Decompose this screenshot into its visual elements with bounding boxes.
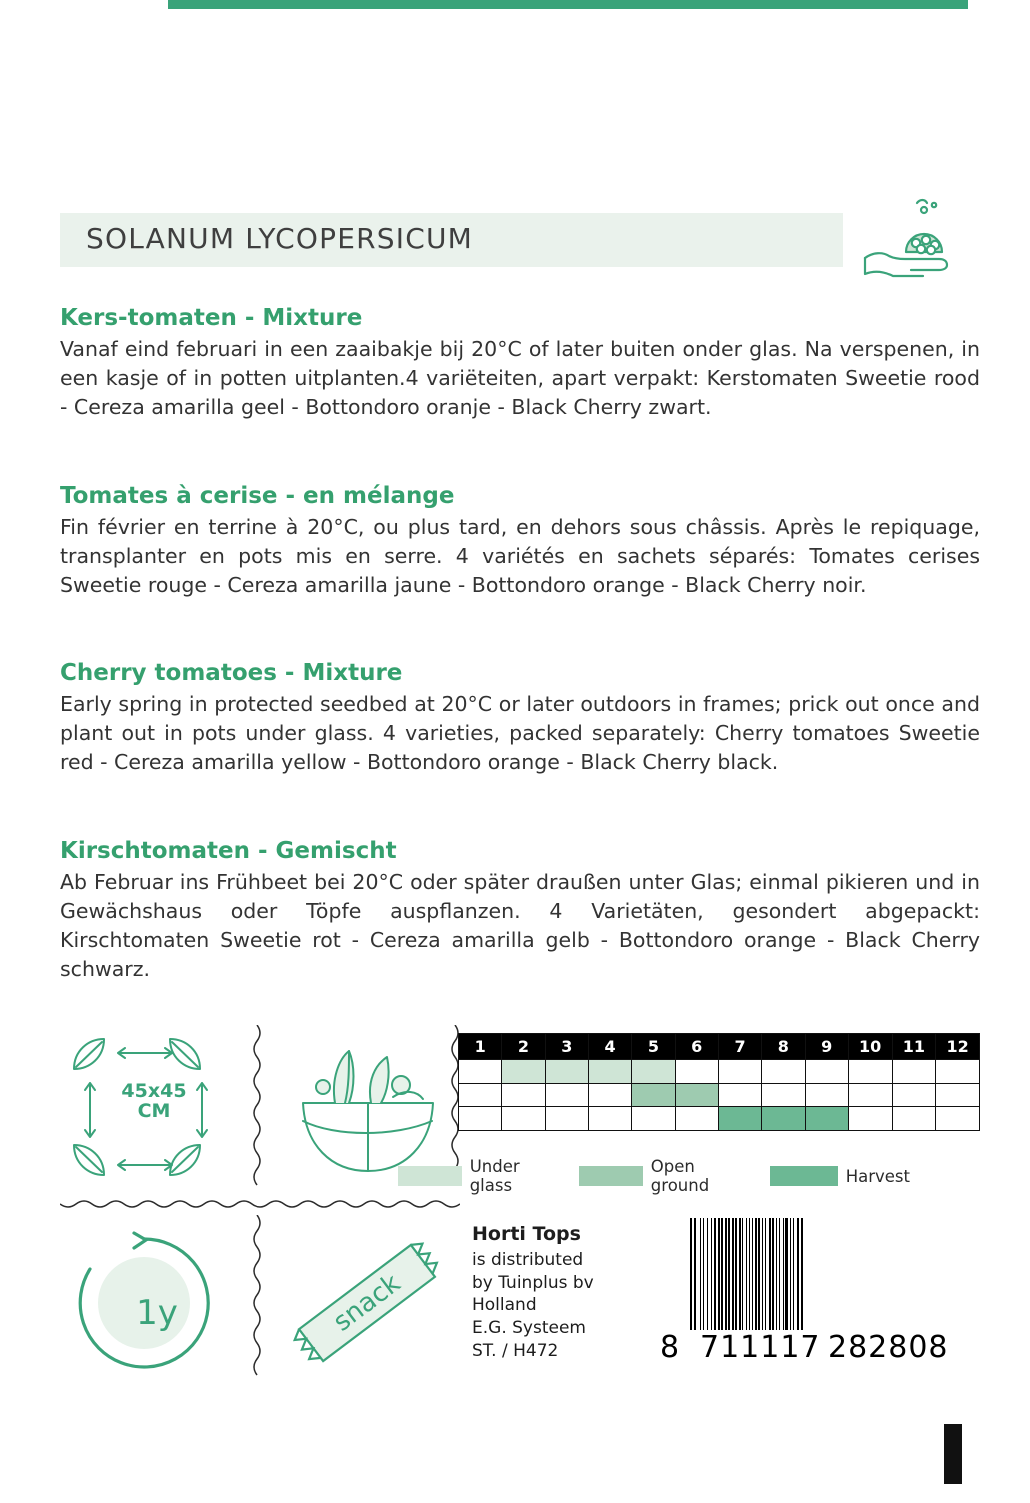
species-title-band bbox=[60, 213, 843, 267]
lang-body-en: Early spring in protected seedbed at 20°C or later outdoors in frames; prick out once and plant out in pots under glass. 4 varieties, packed separately: Cherry tomatoes Sweetie red - Cereza amarilla yellow - Bottondoro orange - Black Cherry black. bbox=[60, 692, 980, 775]
calendar-cell bbox=[762, 1060, 805, 1084]
legend-chip-glass bbox=[398, 1166, 462, 1186]
snack-text: snack bbox=[327, 1268, 407, 1338]
calendar-cell bbox=[892, 1107, 936, 1131]
barcode bbox=[658, 1218, 968, 1368]
calendar-month-4: 4 bbox=[588, 1034, 631, 1060]
spacing-unit: CM bbox=[137, 1099, 171, 1122]
calendar-month-11: 11 bbox=[892, 1034, 936, 1060]
calendar-cell bbox=[718, 1060, 761, 1084]
calendar-cell bbox=[545, 1083, 588, 1107]
calendar-cell bbox=[805, 1060, 848, 1084]
barcode-digit-first: 8 bbox=[660, 1330, 681, 1365]
legend-label-open: Open ground bbox=[650, 1157, 710, 1195]
calendar-legend bbox=[398, 1157, 928, 1195]
legend-item-open bbox=[579, 1157, 752, 1195]
calendar-row bbox=[459, 1060, 980, 1084]
divider-vertical-left-lower bbox=[250, 1215, 264, 1385]
language-block-de bbox=[60, 838, 980, 984]
barcode-group-right: 282808 bbox=[828, 1330, 949, 1365]
legend-label-harvest: Harvest bbox=[845, 1166, 910, 1186]
calendar-cell bbox=[588, 1107, 631, 1131]
calendar-month-3: 3 bbox=[545, 1034, 588, 1060]
brand-line-4: E.G. Systeem bbox=[472, 1318, 586, 1339]
calendar-cell bbox=[762, 1083, 805, 1107]
calendar-cell bbox=[459, 1060, 502, 1084]
language-block-en bbox=[60, 660, 980, 777]
language-block-nl bbox=[60, 305, 980, 422]
storage-life-panel bbox=[60, 1221, 245, 1386]
calendar-cell bbox=[936, 1107, 980, 1131]
calendar-table bbox=[458, 1033, 980, 1131]
calendar-cell bbox=[545, 1107, 588, 1131]
calendar-cell bbox=[848, 1060, 892, 1084]
calendar-cell bbox=[675, 1060, 718, 1084]
calendar-cell bbox=[892, 1083, 936, 1107]
lang-title-fr: Tomates à cerise - en mélange bbox=[60, 483, 455, 509]
calendar-cell bbox=[718, 1107, 761, 1131]
barcode-group-left: 711117 bbox=[700, 1330, 821, 1365]
calendar-cell bbox=[805, 1107, 848, 1131]
calendar-cell bbox=[632, 1060, 675, 1084]
calendar-month-5: 5 bbox=[632, 1034, 675, 1060]
calendar-cell bbox=[762, 1107, 805, 1131]
barcode-bars bbox=[690, 1218, 955, 1330]
calendar-cell bbox=[588, 1083, 631, 1107]
calendar-month-7: 7 bbox=[718, 1034, 761, 1060]
print-registration-mark bbox=[944, 1424, 962, 1484]
calendar-cell bbox=[805, 1083, 848, 1107]
divider-horizontal bbox=[60, 1197, 460, 1211]
lang-title-nl: Kers-tomaten - Mixture bbox=[60, 305, 363, 331]
calendar-month-10: 10 bbox=[848, 1034, 892, 1060]
brand-line-5: ST. / H472 bbox=[472, 1340, 559, 1361]
hand-with-seeds-icon bbox=[862, 196, 962, 280]
calendar-cell bbox=[675, 1107, 718, 1131]
calendar-cell bbox=[718, 1083, 761, 1107]
calendar-month-2: 2 bbox=[502, 1034, 545, 1060]
calendar-month-12: 12 bbox=[936, 1034, 980, 1060]
calendar-cell bbox=[892, 1060, 936, 1084]
page-title: SOLANUM LYCOPERSICUM bbox=[86, 222, 474, 255]
legend-item-harvest bbox=[770, 1166, 910, 1186]
calendar-cell bbox=[632, 1083, 675, 1107]
calendar-cell bbox=[848, 1083, 892, 1107]
calendar-month-6: 6 bbox=[675, 1034, 718, 1060]
calendar-cell bbox=[936, 1083, 980, 1107]
legend-label-glass: Under glass bbox=[469, 1157, 520, 1195]
lang-title-en: Cherry tomatoes - Mixture bbox=[60, 660, 403, 686]
calendar-cell bbox=[675, 1083, 718, 1107]
calendar-header-row bbox=[459, 1034, 980, 1060]
lang-body-nl: Vanaf eind februari in een zaaibakje bij 20°C of later buiten onder glas. Na verspenen, in een kasje of in potten uitplanten.4 variëteiten, apart verpakt: Kerstomaten Sweetie rood - Cereza amarilla geel - Bottondoro oranje - Black Cherry zwart. bbox=[60, 337, 980, 420]
brand-line-2: by Tuinplus bv bbox=[472, 1272, 594, 1293]
sowing-calendar bbox=[458, 1033, 980, 1131]
lang-body-fr: Fin février en terrine à 20°C, ou plus tard, en dehors sous châssis. Après le repiquage, transplanter en pots mis en serre. 4 variétés en sachets séparés: Tomates cerises Sweetie rouge - Cereza amarilla jaune - Bottondoro orange - Black Cherry noir. bbox=[60, 515, 980, 598]
calendar-cell bbox=[936, 1060, 980, 1084]
calendar-cell bbox=[588, 1060, 631, 1084]
calendar-month-1: 1 bbox=[459, 1034, 502, 1060]
calendar-cell bbox=[502, 1107, 545, 1131]
divider-vertical-left bbox=[250, 1025, 264, 1195]
calendar-row bbox=[459, 1107, 980, 1131]
calendar-cell bbox=[459, 1083, 502, 1107]
calendar-cell bbox=[459, 1107, 502, 1131]
calendar-cell bbox=[502, 1060, 545, 1084]
legend-chip-harvest bbox=[770, 1166, 838, 1186]
language-block-fr bbox=[60, 483, 980, 600]
calendar-cell bbox=[632, 1107, 675, 1131]
brand-name: Horti Tops bbox=[472, 1223, 581, 1245]
brand-line-1: is distributed bbox=[472, 1250, 584, 1271]
calendar-cell bbox=[502, 1083, 545, 1107]
storage-life-value: 1y bbox=[136, 1293, 178, 1333]
plant-spacing-label bbox=[106, 1082, 202, 1122]
snack-label-icon bbox=[275, 1221, 460, 1386]
legend-chip-open bbox=[579, 1166, 643, 1186]
snack-panel bbox=[275, 1221, 460, 1386]
lang-body-de: Ab Februar ins Frühbeet bei 20°C oder später draußen unter Glas; einmal pikieren und in Gewächshaus oder Töpfe auspflanzen. 4 Varietäten, gesondert abgepackt: Kirschtomaten Sweetie rot - Cereza amarilla gelb - Bottondoro orange - Black Cherry schwarz. bbox=[60, 870, 980, 982]
legend-item-glass bbox=[398, 1157, 561, 1195]
calendar-cell bbox=[545, 1060, 588, 1084]
calendar-month-8: 8 bbox=[762, 1034, 805, 1060]
plant-spacing-panel bbox=[60, 1025, 245, 1190]
lang-title-de: Kirschtomaten - Gemischt bbox=[60, 838, 397, 864]
calendar-month-9: 9 bbox=[805, 1034, 848, 1060]
calendar-cell bbox=[848, 1107, 892, 1131]
brand-line-3: Holland bbox=[472, 1295, 537, 1316]
spacing-value: 45x45 bbox=[121, 1080, 187, 1102]
distributor-info bbox=[472, 1222, 662, 1362]
calendar-row bbox=[459, 1083, 980, 1107]
